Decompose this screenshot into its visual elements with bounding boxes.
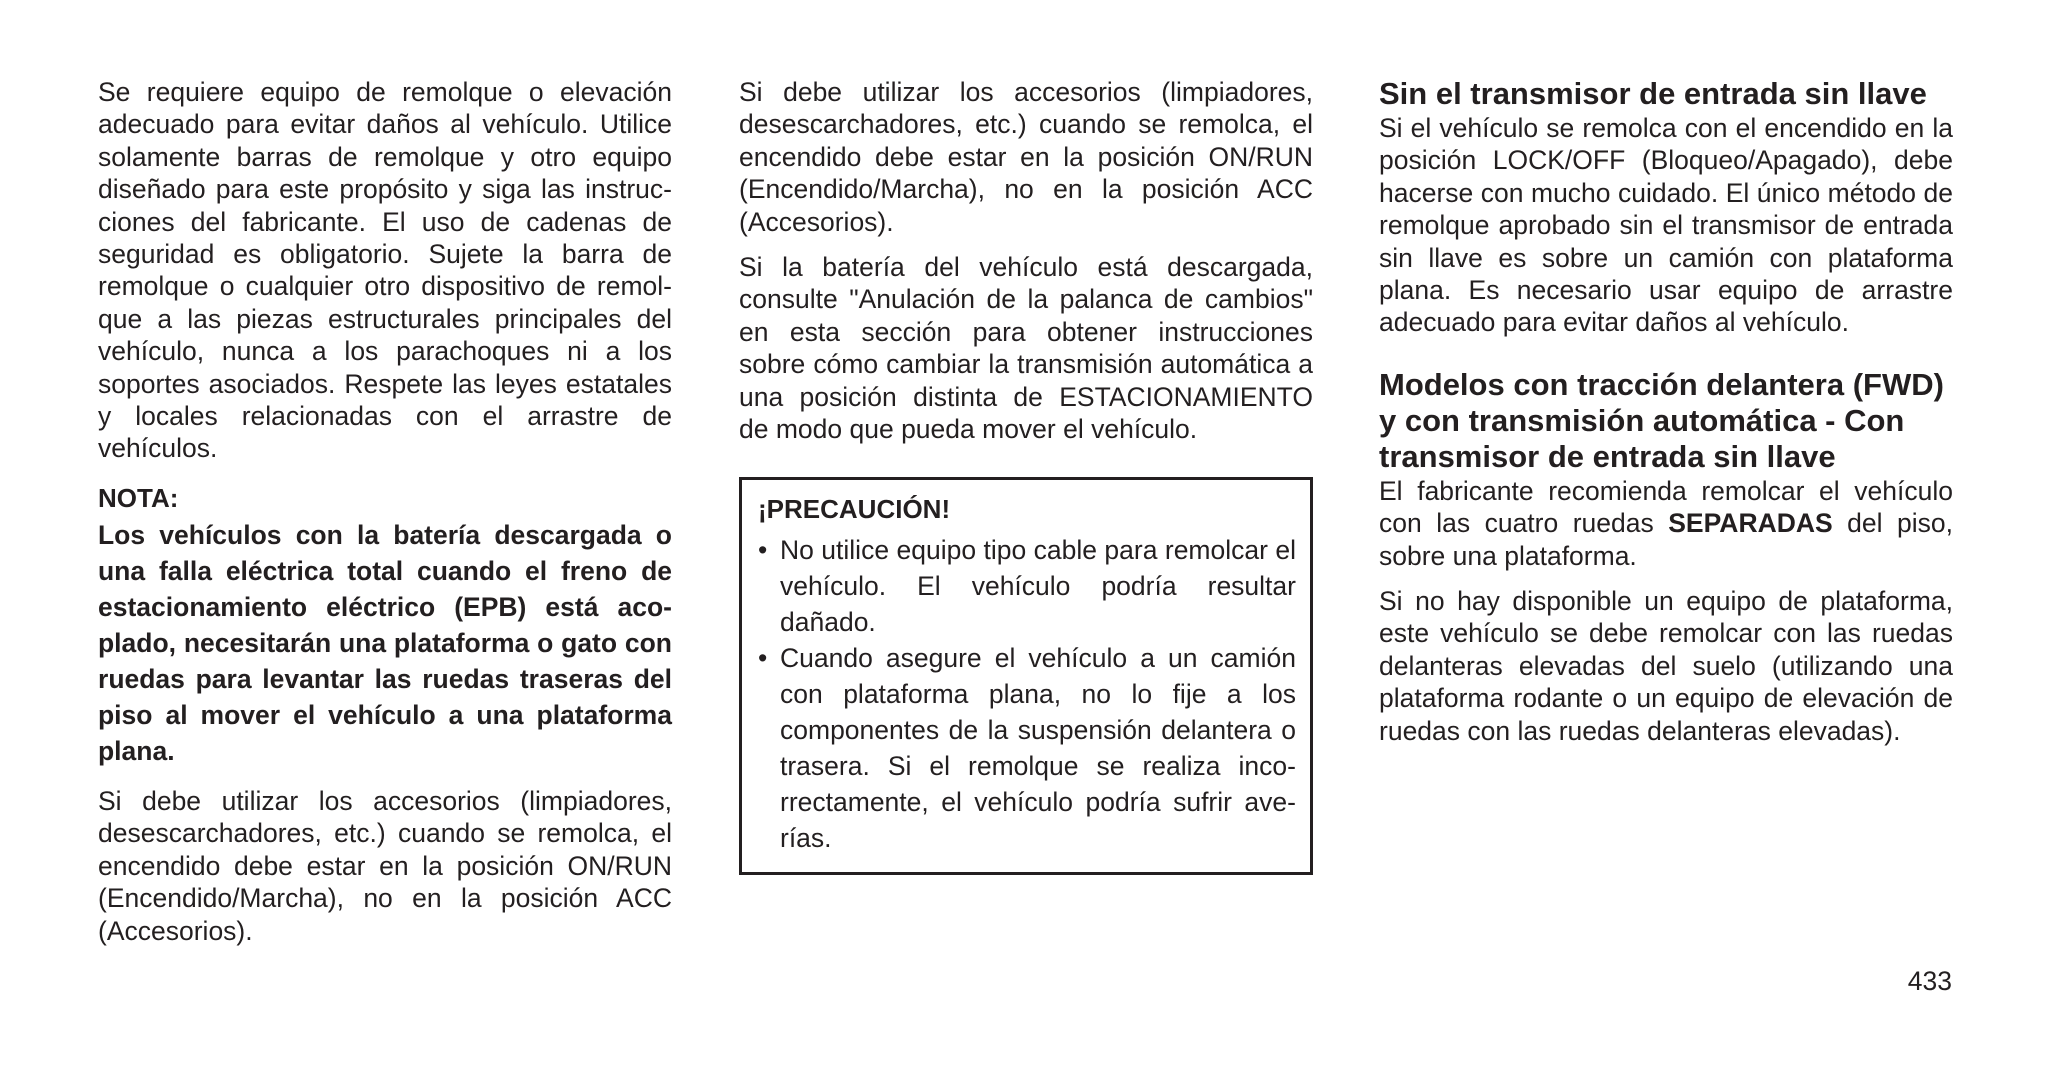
bullet-icon: •: [758, 643, 768, 674]
fwd-text-emphasis: SEPARADAS: [1668, 508, 1833, 539]
caution-item: [758, 532, 1296, 640]
column-middle: [739, 76, 1313, 875]
towing-equipment-paragraph: Se requiere equipo de remolque o elevación adecuado para evitar daños al vehículo. Utilice solamente barras de remolque y otro equipo diseñado para este propósito y siga las instrucciones del fabricante. El uso de cadenas de seguridad es obligatorio. Sujete la barra de remolque o cualquier otro dispositivo de remolque a las piezas estructurales principales del vehículo, nunca a los parachoques ni a los soportes asociados. Respete las leyes estatales y locales relacionadas con el arrastre de vehículos.: [98, 77, 672, 464]
no-platform-paragraph: Si no hay disponible un equipo de plataforma, este vehículo se debe remolcar con las ruedas delanteras elevadas del suelo (utilizando una plataforma rodante o un equipo de elevación de ruedas con las ruedas delanteras elevadas).: [1379, 586, 1953, 746]
fwd-text-start: El fabricante recomienda remolcar el vehículo con las cuatro ruedas: [1379, 475, 1953, 539]
section-heading-no-keyless: Sin el transmisor de entrada sin llave: [1379, 76, 1927, 111]
note-label: NOTA:: [98, 482, 179, 513]
note-text: Los vehículos con la batería descargada o una falla eléctrica total cuando el freno de estacionamiento eléctrico (EPB) está acoplado, necesitarán una plataforma o gato con ruedas para levantar las ruedas traseras del piso al mover el vehículo a una plataforma plana.: [98, 519, 672, 766]
caution-title: ¡PRECAUCIÓN!: [758, 494, 951, 525]
section-heading-fwd-models: Modelos con tracción delantera (FWD) y con transmisión automática - Con transmisor de entrada sin llave: [1379, 366, 1944, 474]
caution-item-text: Cuando asegure el vehículo a un camión con plataforma plana, no lo fije a los componentes de la suspensión delantera o trasera. Si el remolque se realiza incorrectamente, el vehículo podría sufrir averías.: [780, 643, 1296, 854]
fwd-recommendation-paragraph: [1379, 475, 1953, 572]
fwd-text-end: del piso, sobre una plataforma.: [1379, 508, 1953, 571]
column-right: [1379, 76, 1953, 747]
caution-item: [758, 640, 1296, 856]
battery-discharged-paragraph: Si la batería del vehículo está descargada, consulte "Anulación de la palanca de cambios" en esta sección para obtener instrucciones sobre cómo cambiar la transmisión automática a una posición distinta de ESTACIONAMIENTO de modo que pueda mover el vehículo.: [739, 252, 1313, 445]
caution-box: [739, 477, 1313, 875]
column-left: [98, 76, 672, 947]
bullet-icon: •: [758, 535, 768, 566]
caution-item-text: No utilice equipo tipo cable para remolcar el vehículo. El vehículo podría resultar dañado.: [780, 535, 1296, 638]
accessories-paragraph: Si debe utilizar los accesorios (limpiadores, desescarchadores, etc.) cuando se remolca, el encendido debe estar en la posición ON/RUN (Encendido/Marcha), no en la posición ACC (Accesorios).: [98, 785, 672, 946]
no-keyless-paragraph: Si el vehículo se remolca con el encendido en la posición LOCK/OFF (Bloqueo/Apagado), debe hacerse con mucho cuidado. El único método de remolque aprobado sin el transmisor de entrada sin llave es sobre un camión con plataforma plana. Es necesario usar equipo de arrastre adecuado para evitar daños al vehículo.: [1379, 113, 1953, 338]
page-number: 433: [1907, 966, 1952, 996]
accessories-paragraph: Si debe utilizar los accesorios (limpiadores, desescarchadores, etc.) cuando se remolca, el encendido debe estar en la posición ON/RUN (Encendido/Marcha), no en la posición ACC (Accesorios).: [739, 77, 1313, 237]
